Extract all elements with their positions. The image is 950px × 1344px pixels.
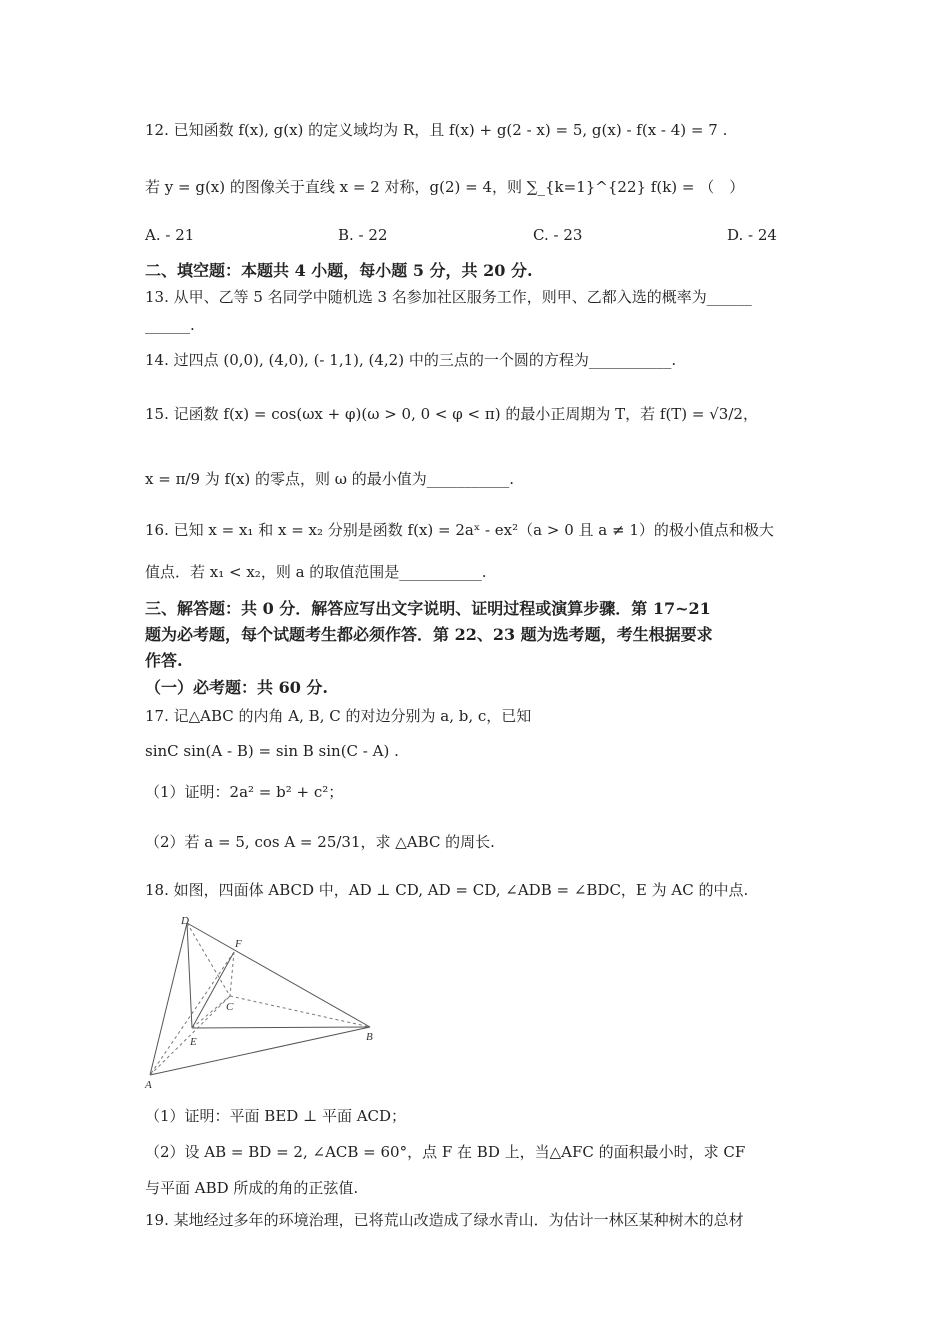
section3-title-line2: 题为必考题，每个试题考生都必须作答．第 22、23 题为选考题，考生根据要求 [145, 625, 713, 644]
q12-line1: 12. 已知函数 f(x), g(x) 的定义域均为 R，且 f(x) + g(2 - x) = 5, g(x) - f(x - 4) = 7 . [145, 121, 728, 139]
figure-label-c: C [226, 1001, 234, 1013]
q17-part1: （1）证明：2a² = b² + c²； [145, 783, 344, 801]
q19-line1: 19. 某地经过多年的环境治理，已将荒山改造成了绿水青山．为估计一林区某种树木的总材 [145, 1211, 744, 1229]
q16-line2: 值点．若 x₁ < x₂，则 a 的取值范围是___________. [145, 563, 487, 581]
tetrahedron-figure [140, 910, 390, 1092]
q13-line2: ______. [145, 316, 195, 334]
q12-option-c: C. - 23 [533, 226, 583, 244]
q18-part2: （2）设 AB = BD = 2, ∠ACB = 60°，点 F 在 BD 上，当△AFC 的面积最小时，求 CF [145, 1143, 746, 1161]
q13-line1: 13. 从甲、乙等 5 名同学中随机选 3 名参加社区服务工作，则甲、乙都入选的概率为______ [145, 288, 752, 306]
section3-title-line1: 三、解答题：共 0 分．解答应写出文字说明、证明过程或演算步骤．第 17~21 [145, 599, 711, 618]
q17-line1: 17. 记△ABC 的内角 A, B, C 的对边分别为 a, b, c，已知 [145, 707, 532, 725]
section3-title-line3: 作答. [145, 651, 183, 670]
q15-line1: 15. 记函数 f(x) = cos(ωx + φ)(ω > 0, 0 < φ < π) 的最小正周期为 T，若 f(T) = √3/2， [145, 405, 758, 423]
q12-option-b: B. - 22 [338, 226, 388, 244]
q14: 14. 过四点 (0,0), (4,0), (- 1,1), (4,2) 中的三点的一个圆的方程为___________. [145, 351, 677, 369]
figure-label-f: F [235, 938, 242, 950]
section3-subtitle: （一）必考题：共 60 分. [145, 678, 328, 697]
section2-title: 二、填空题：本题共 4 小题，每小题 5 分，共 20 分. [145, 261, 533, 280]
q12-option-d: D. - 24 [727, 226, 777, 244]
q12-option-a: A. - 21 [145, 226, 195, 244]
q17-part2: （2）若 a = 5, cos A = 25/31，求 △ABC 的周长. [145, 833, 495, 851]
figure-label-b: B [366, 1031, 373, 1043]
q18-part1: （1）证明：平面 BED ⊥ 平面 ACD； [145, 1107, 407, 1125]
q16-line1: 16. 已知 x = x₁ 和 x = x₂ 分别是函数 f(x) = 2aˣ - ex²（a > 0 且 a ≠ 1）的极小值点和极大 [145, 521, 774, 539]
q12-line2: 若 y = g(x) 的图像关于直线 x = 2 对称，g(2) = 4，则 ∑_{k=1}^{22} f(k) = （ ） [145, 178, 745, 196]
q18-part2b: 与平面 ABD 所成的角的正弦值. [145, 1179, 359, 1197]
q17-line2: sinC sin(A - B) = sin B sin(C - A) . [145, 742, 399, 760]
figure-label-a: A [145, 1079, 152, 1091]
q15-line2: x = π/9 为 f(x) 的零点，则 ω 的最小值为___________. [145, 470, 515, 488]
figure-label-e: E [190, 1036, 197, 1048]
q18-line1: 18. 如图，四面体 ABCD 中，AD ⊥ CD, AD = CD, ∠ADB = ∠BDC，E 为 AC 的中点. [145, 881, 749, 899]
figure-label-d: D [181, 915, 189, 927]
